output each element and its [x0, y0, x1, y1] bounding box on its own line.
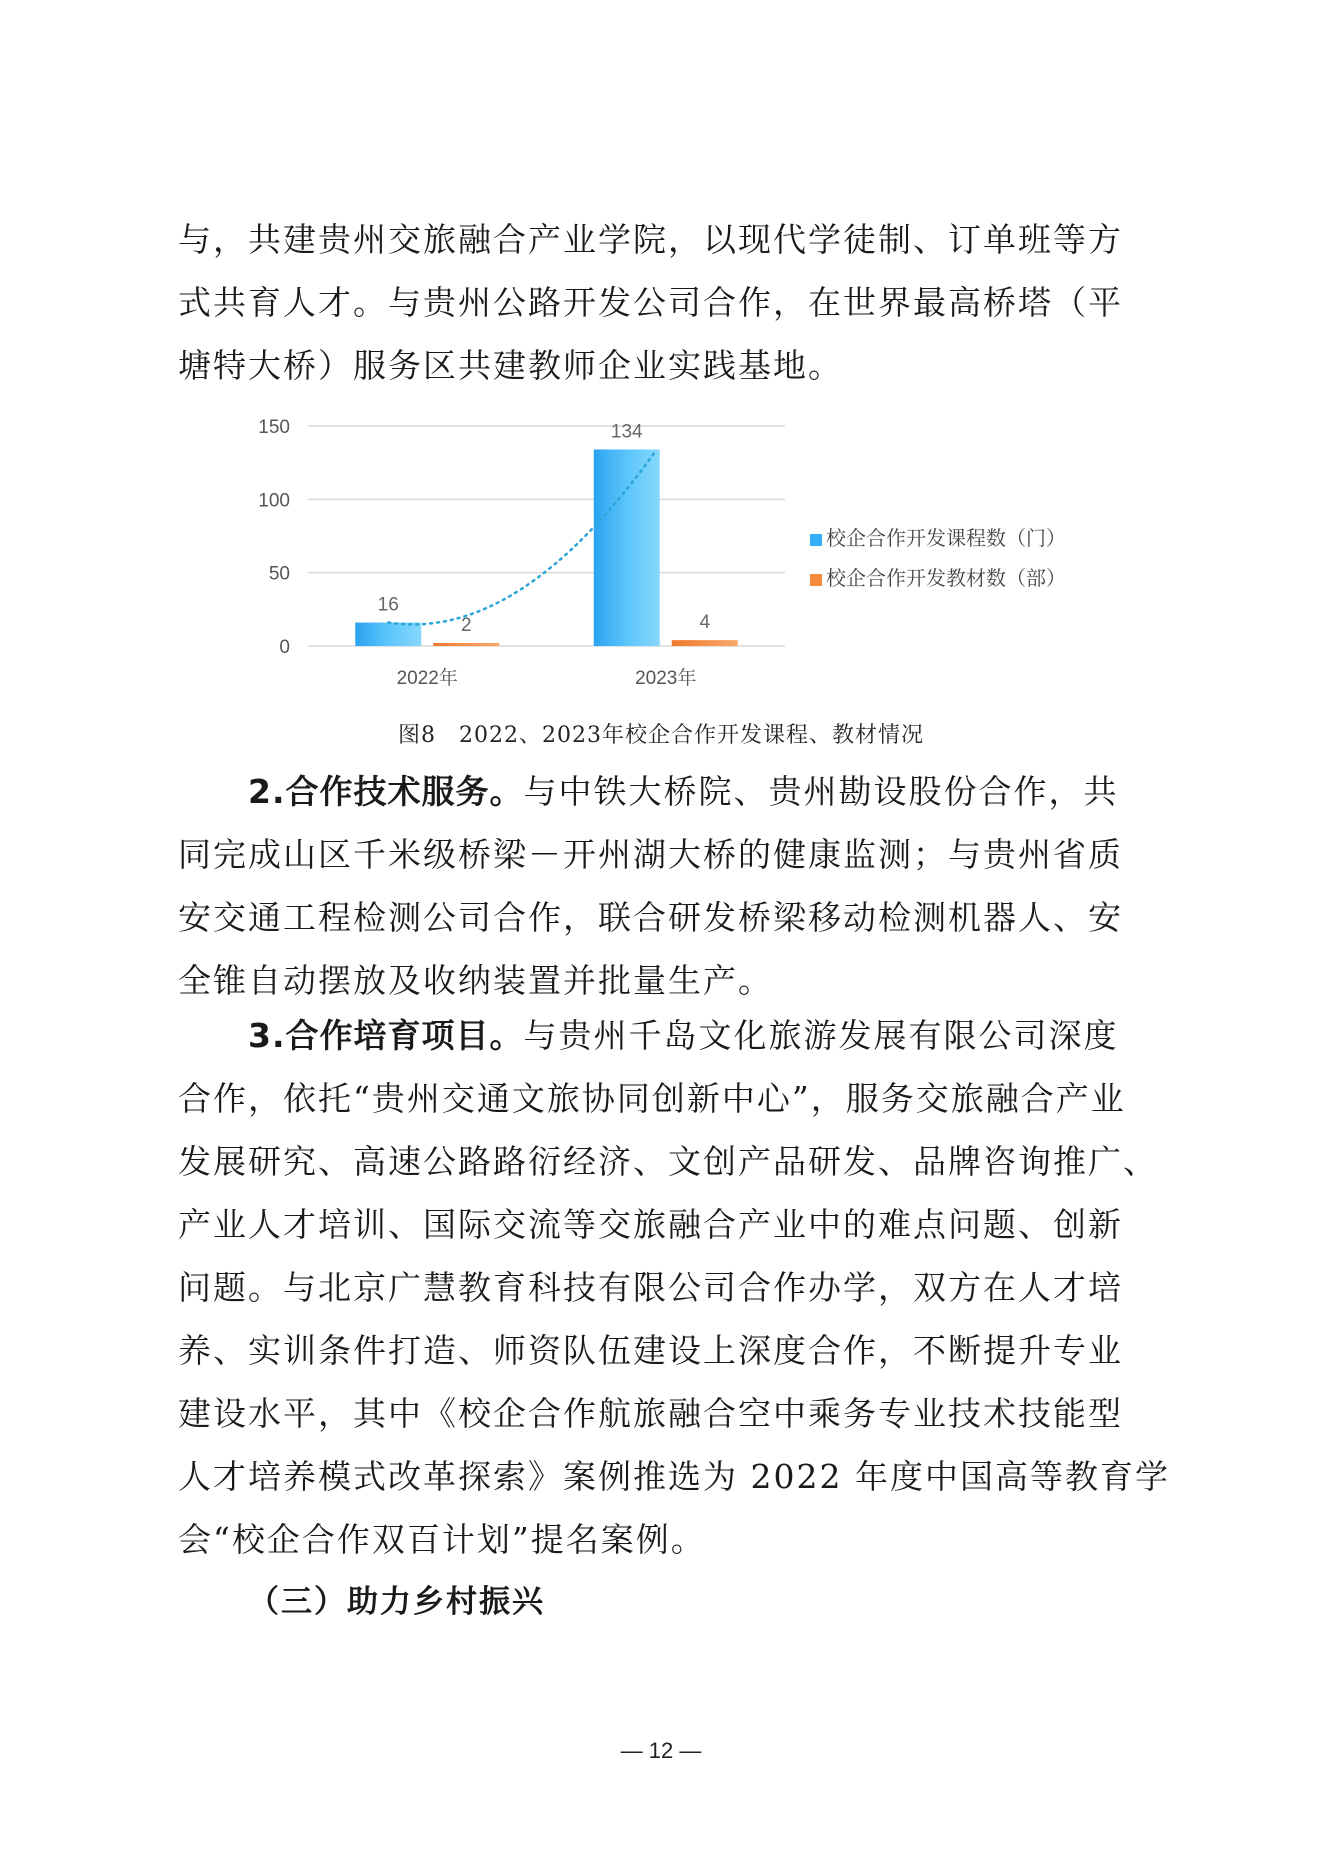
x-tick-label: 2022年: [396, 668, 458, 689]
paragraph-technical-service: [178, 760, 1158, 1012]
page-number: — 12 —: [620, 1738, 702, 1763]
data-label: 4: [699, 612, 711, 634]
section-heading: （三）助力乡村振兴: [248, 1584, 545, 1620]
figure-caption: 图8 2022、2023年校企合作开发课程、教材情况: [398, 723, 924, 748]
text-fragment: 与贵州千岛文化旅游发展有限公司深度: [523, 1016, 1119, 1055]
y-tick-label: 100: [258, 490, 290, 512]
legend-swatch-courses: [810, 534, 822, 546]
y-tick-label: 50: [268, 563, 290, 585]
bar-courses: [594, 449, 660, 646]
text-line: 与，共建贵州交旅融合产业学院，以现代学徒制、订单班等方: [178, 220, 1123, 259]
bar-textbooks: [433, 643, 499, 646]
data-label: 134: [610, 421, 643, 443]
text-line: 全锥自动摆放及收纳装置并批量生产。: [178, 961, 773, 1000]
text-line: 问题。与北京广慧教育科技有限公司合作办学，双方在人才培: [178, 1268, 1123, 1307]
text-fragment: 与中铁大桥院、贵州勘设股份合作，共: [523, 772, 1119, 811]
legend-item-courses: [810, 522, 1066, 551]
text-line: [178, 760, 1158, 823]
legend-label-textbooks: 校企合作开发教材数（部）: [826, 568, 1066, 590]
data-label: 16: [377, 594, 399, 616]
bar-textbooks: [672, 640, 738, 646]
text-line: 养、实训条件打造、师资队伍建设上深度合作，不断提升专业: [178, 1331, 1123, 1370]
y-tick-label: 0: [279, 637, 290, 658]
text-line: 产业人才培训、国际交流等交旅融合产业中的难点问题、创新: [178, 1205, 1123, 1244]
data-label: 2: [460, 615, 472, 636]
text-line: 式共育人才。与贵州公路开发公司合作，在世界最高桥塔（平: [178, 283, 1123, 322]
text-line: 塘特大桥）服务区共建教师企业实践基地。: [178, 346, 843, 385]
text-line: 会“校企合作双百计划”提名案例。: [178, 1520, 706, 1559]
legend-item-textbooks: [810, 562, 1066, 591]
paragraph-cultivation-projects: [178, 1004, 1170, 1571]
paragraph-lead: 2.合作技术服务。: [248, 772, 524, 811]
text-line: 同完成山区千米级桥梁－开州湖大桥的健康监测；与贵州省质: [178, 835, 1123, 874]
paragraph-school-enterprise-cooperation: [178, 208, 1158, 397]
legend-label-courses: 校企合作开发课程数（门）: [826, 528, 1066, 550]
text-line: 安交通工程检测公司合作，联合研发桥梁移动检测机器人、安: [178, 898, 1123, 937]
text-line: 人才培养模式改革探索》案例推选为 2022 年度中国高等教育学: [178, 1457, 1170, 1496]
paragraph-lead: 3.合作培育项目。: [248, 1016, 524, 1055]
legend-swatch-textbooks: [810, 574, 822, 586]
y-tick-label: 150: [258, 417, 290, 438]
bar-courses: [355, 623, 421, 646]
text-line: [178, 1004, 1158, 1067]
x-tick-label: 2023年: [635, 668, 697, 689]
bar-chart: [230, 400, 830, 700]
text-line: 发展研究、高速公路路衍经济、文创产品研发、品牌咨询推广、: [178, 1142, 1158, 1181]
text-line: 合作，依托“贵州交通文旅协同创新中心”，服务交旅融合产业: [178, 1079, 1126, 1118]
text-line: 建设水平，其中《校企合作航旅融合空中乘务专业技术技能型: [178, 1394, 1123, 1433]
